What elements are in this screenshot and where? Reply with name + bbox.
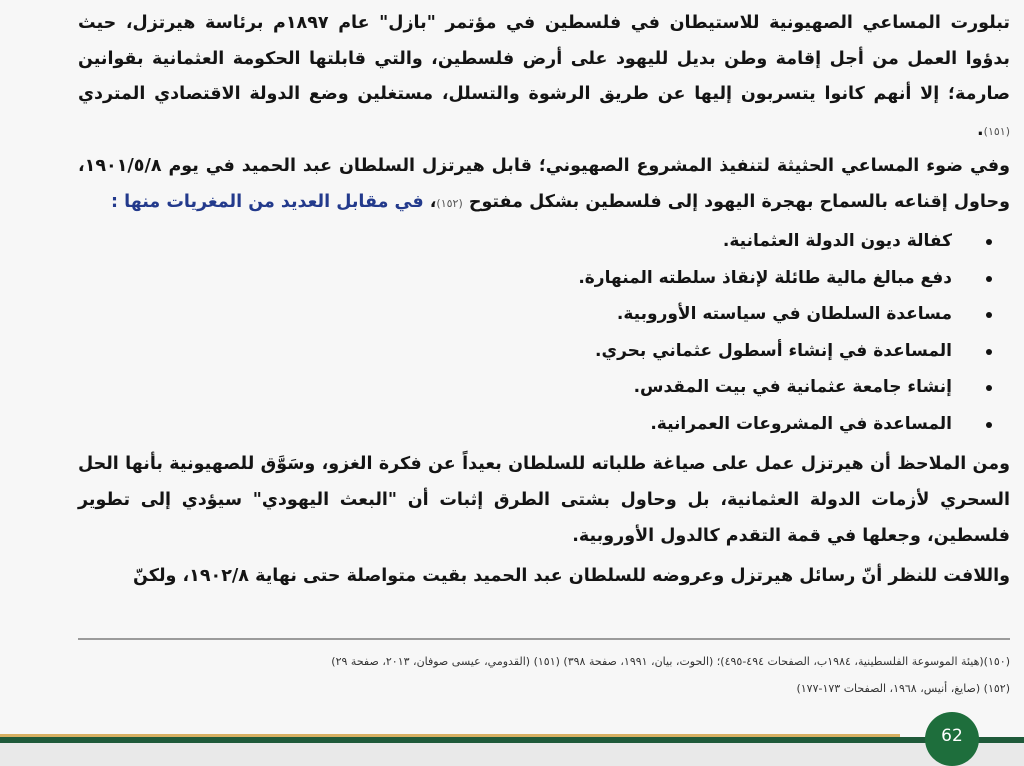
list-item <box>78 333 1010 370</box>
list-item-text: إنشاء جامعة عثمانية في بيت المقدس. <box>633 377 952 397</box>
paragraph-2-sep: ، <box>423 191 437 212</box>
footnotes <box>78 648 1010 702</box>
paragraph-2-text: وفي ضوء المساعي الحثيثة لتنفيذ المشروع الصهيوني؛ قابل هيرتزل السلطان عبد الحميد في يوم ١٩٠١/٥/٨، وحاول إقناعه بالسماح بهجرة اليهود إلى فلسطين بشكل مفتوح <box>78 156 1010 212</box>
footer-band <box>0 737 1024 743</box>
list-item <box>78 296 1010 333</box>
list-item <box>78 260 1010 297</box>
list-item-text: كفالة ديون الدولة العثمانية. <box>722 231 952 251</box>
list-item-text: المساعدة في المشروعات العمرانية. <box>650 413 952 434</box>
footnote-ref-152: (١٥٢) <box>436 196 463 210</box>
bullet-icon <box>986 422 992 428</box>
footnote-ref-151: (١٥١) <box>983 124 1010 138</box>
list-item-text: المساعدة في إنشاء أسطول عثماني بحري. <box>595 340 952 361</box>
bullet-icon <box>986 312 992 318</box>
body-text <box>78 6 1010 594</box>
paragraph-2 <box>78 149 1010 221</box>
paragraph-3: ومن الملاحظ أن هيرتزل عمل على صياغة طلباته للسلطان بعيداً عن فكرة الغزو، وسَوَّق للصهيونية بأنها الحل السحري لأزمات الدولة العثمانية، بل وحاول بشتى الطرق إثبات أن "البعث اليهودي" سيؤدي إلى تطوير فلسطين، وجعلها في قمة التقدم كالدول الأوروبية. <box>78 454 1010 546</box>
bullet-icon <box>986 349 992 355</box>
incentives-list <box>78 223 1010 442</box>
bullet-icon <box>986 385 992 391</box>
bullet-icon <box>986 276 992 282</box>
paragraph-1-end: . <box>977 119 984 140</box>
list-item <box>78 223 1010 260</box>
footnote-divider <box>78 638 1010 640</box>
page-number-badge: 62 <box>925 712 979 766</box>
list-item <box>78 406 1010 443</box>
bullet-icon <box>986 239 992 245</box>
footnote-line-2: (١٥٢) (صايغ، أنيس، ١٩٦٨، الصفحات ١٧٣-١٧٧) <box>796 682 1010 695</box>
paragraph-1-text: تبلورت المساعي الصهيونية للاستيطان في فلسطين في مؤتمر "بازل" عام ١٨٩٧م برئاسة هيرتزل، حيث بدؤوا العمل من أجل إقامة وطن بديل لليهود على أرض فلسطين، والتي قابلتها الحكومة العثمانية بقوانين صارمة؛ إلا أنهم كانوا يتسربون إليها عن طريق الرشوة والتسلل، مستغلين وضع الدولة الاقتصادي المتردي <box>78 13 1010 104</box>
list-item-text: دفع مبالغ مالية طائلة لإنقاذ سلطته المنهارة. <box>578 267 952 288</box>
highlighted-phrase: في مقابل العديد من المغريات منها : <box>111 191 424 212</box>
list-item-text: مساعدة السلطان في سياسته الأوروبية. <box>616 304 952 324</box>
list-item <box>78 369 1010 406</box>
paragraph-1 <box>78 6 1010 149</box>
paragraph-4: واللافت للنظر أنّ رسائل هيرتزل وعروضه للسلطان عبد الحميد بقيت متواصلة حتى نهاية ١٩٠٢/٨، ولكنّ <box>133 566 1010 586</box>
footnote-line-1: (١٥٠)(هيئة الموسوعة الفلسطينية، ١٩٨٤ب، الصفحات ٤٩٤-٤٩٥)؛ (الحوت، بيان، ١٩٩١، صفحة ٣٩٨) (١٥١) (القدومي، عيسى صوفان، ٢٠١٣، صفحة ٢٩) <box>331 655 1010 668</box>
